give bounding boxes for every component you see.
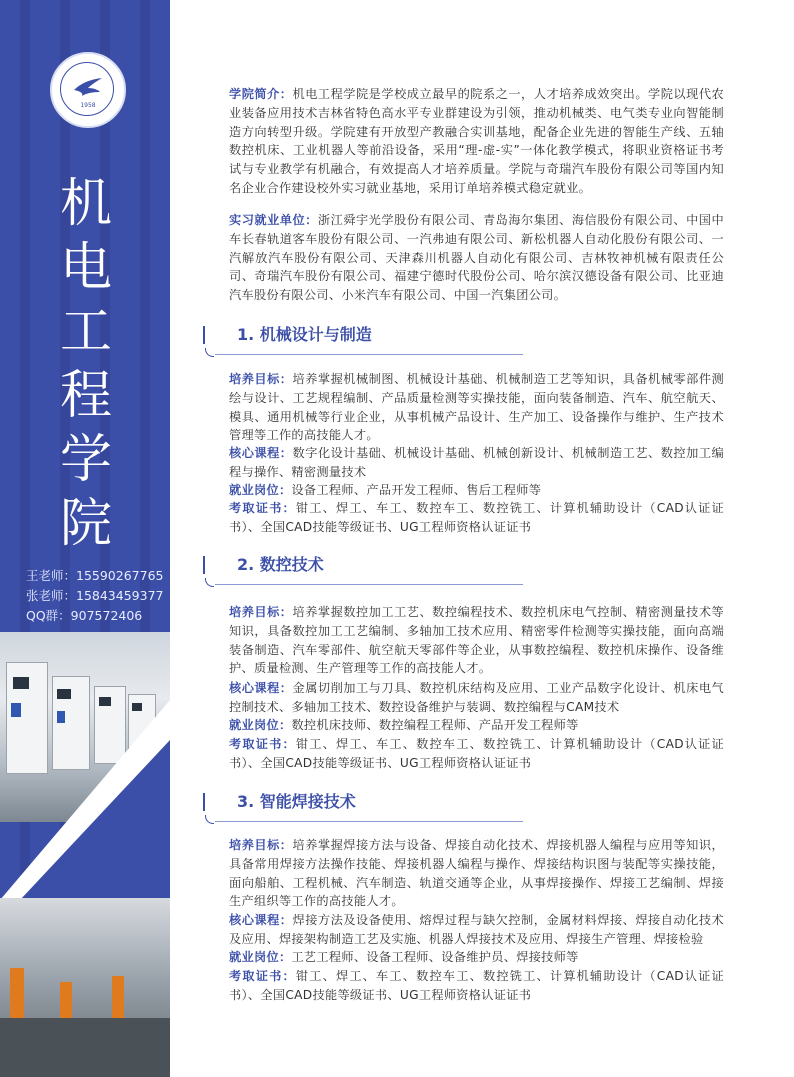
section2-goal	[229, 603, 724, 678]
section1-goal	[229, 370, 724, 445]
sidebar	[0, 0, 170, 1077]
employers-label: 实习就业单位：	[229, 213, 318, 227]
section-title-welding	[205, 789, 535, 817]
workshop-photo-welding	[0, 898, 170, 1077]
course-text: 数字化设计基础、机械设计基础、机械创新设计、机械制造工艺、数控加工编程与操作、精密测量技术	[229, 446, 725, 479]
course-label: 核心课程：	[229, 446, 293, 460]
title-char: 机	[59, 174, 112, 234]
section1-certs	[229, 499, 724, 537]
section3-courses	[229, 911, 724, 949]
cert-label: 考取证书：	[229, 501, 296, 515]
employers-text: 浙江舜宇光学股份有限公司、青岛海尔集团、海信股份有限公司、中国中车长春轨道客车股份有限公司、一汽弗迪有限公司、新松机器人自动化股份有限公司、一汽解放汽车股份有限公司、天津森川机器人自动化有限公司、吉林牧神机械有限责任公司、奇瑞汽车股份有限公司、福建宁德时代股份公司、哈尔滨汉德设备有限公司、比亚迪汽车股份有限公司、小米汽车有限公司、中国一汽集团公司。	[229, 213, 724, 303]
title-char: 院	[59, 494, 112, 554]
cert-text: 钳工、焊工、车工、数控车工、数控铣工、计算机辅助设计（CAD认证证书）、全国CAD技能等级证书、UG工程师资格认证证书	[229, 737, 724, 770]
welding-robot	[60, 982, 72, 1022]
section3-goal	[229, 836, 724, 911]
title-char: 程	[59, 366, 112, 426]
section-title-text: 3. 智能焊接技术	[237, 792, 356, 811]
contact-teacher-zhang: 张老师：15843459377	[26, 588, 164, 603]
goal-text: 培养掌握机械制图、机械设计基础、机械制造工艺等知识，具备机械零部件测绘与设计、工艺规程编制、产品质量检测等实操技能，面向装备制造、汽车、航空航天、模具、通用机械等行业企业，从事机械产品设计、生产加工、设备操作与维护、生产技术管理等工作的高技能人才。	[229, 372, 725, 443]
course-text: 金属切削加工与刀具、数控机床结构及应用、工业产品数字化设计、机床电气控制技术、多轴加工技术、数控设备维护与装调、数控编程与CAM技术	[229, 681, 725, 714]
section2-certs	[229, 735, 724, 773]
cert-label: 考取证书：	[229, 737, 296, 751]
job-label: 就业岗位：	[229, 718, 292, 732]
goal-label: 培养目标：	[229, 372, 293, 386]
school-logo	[50, 52, 126, 128]
job-text: 工艺工程师、设备工程师、设备维护员、焊接技师等	[291, 950, 579, 964]
cert-label: 考取证书：	[229, 969, 296, 983]
job-label: 就业岗位：	[229, 483, 292, 497]
intro-text: 机电工程学院是学校成立最早的院系之一，人才培养成效突出。学院以现代农业装备应用技术吉林省特色高水平专业群建设为引领，推动机械类、电气类专业向智能制造方向转型升级。学院建有开放型产教融合实训基地，配备企业先进的智能生产线、五轴数控机床、工业机器人等前沿设备，采用“理-虚-实”一体化教学模式，将职业资格证书考试与专业教学有机融合，有效提高人才培养质量。学院与奇瑞汽车股份有限公司等国内知名企业合作建设校外实习就业基地，采用订单培养模式稳定就业。	[229, 87, 725, 195]
intro-label: 学院简介：	[229, 87, 293, 101]
course-text: 焊接方法及设备使用、熔焊过程与缺欠控制，金属材料焊接、焊接自动化技术及应用、焊接架构制造工艺及实施、机器人焊接技术及应用、焊接生产管理、焊接检验	[229, 913, 725, 946]
course-label: 核心课程：	[229, 681, 293, 695]
section3-certs	[229, 967, 724, 1005]
course-label: 核心课程：	[229, 913, 293, 927]
section2-courses	[229, 679, 724, 717]
goal-label: 培养目标：	[229, 605, 293, 619]
section1-courses	[229, 444, 724, 482]
job-text: 设备工程师、产品开发工程师、售后工程师等	[291, 483, 542, 497]
logo-bird-icon	[72, 76, 104, 98]
job-label: 就业岗位：	[229, 950, 292, 964]
college-intro	[229, 85, 724, 198]
welding-robot	[112, 976, 124, 1020]
title-char: 工	[59, 302, 112, 362]
goal-text: 培养掌握焊接方法与设备、焊接自动化技术、焊接机器人编程与应用等知识，具备常用焊接方法操作技能、焊接机器人编程与操作、焊接结构识图与装配等实操技能，面向船舶、工程机械、汽车制造、轨道交通等企业，从事焊接操作、焊接工艺编制、焊接生产组织等工作的高技能人才。	[229, 838, 725, 909]
cert-text: 钳工、焊工、车工、数控车工、数控铣工、计算机辅助设计（CAD认证证书）、全国CAD技能等级证书、UG工程师资格认证证书	[229, 969, 724, 1002]
welding-robot	[10, 968, 24, 1018]
goal-text: 培养掌握数控加工工艺、数控编程技术、数控机床电气控制、精密测量技术等知识，具备数控加工工艺编制、多轴加工技术应用、精密零件检测等实操技能，面向高端装备制造、汽车零部件、航空航天零部件等企业，从事数控编程、数控机床操作、设备维护、质量检测、生产管理等工作的高技能人才。	[229, 605, 725, 676]
section2-jobs	[229, 716, 724, 735]
section3-jobs	[229, 948, 724, 967]
title-char: 电	[59, 238, 112, 298]
cert-text: 钳工、焊工、车工、数控车工、数控铣工、计算机辅助设计（CAD认证证书）、全国CAD技能等级证书、UG工程师资格认证证书	[229, 501, 724, 534]
vertical-title	[48, 172, 124, 556]
photo-divider	[0, 700, 170, 900]
section-title-cnc	[205, 552, 535, 580]
section1-jobs	[229, 481, 724, 500]
goal-label: 培养目标：	[229, 838, 293, 852]
contact-teacher-wang: 王老师：15590267765	[26, 568, 164, 583]
section-title-text: 1. 机械设计与制造	[237, 325, 372, 344]
contact-info	[26, 566, 163, 626]
employers	[229, 211, 724, 305]
section-title-mechanical	[205, 322, 535, 350]
job-text: 数控机床技师、数控编程工程师、产品开发工程师等	[291, 718, 579, 732]
title-char: 学	[59, 430, 112, 490]
contact-qq-group: QQ群：907572406	[26, 608, 143, 623]
logo-year: 1958	[80, 102, 96, 109]
section-title-text: 2. 数控技术	[237, 555, 324, 574]
